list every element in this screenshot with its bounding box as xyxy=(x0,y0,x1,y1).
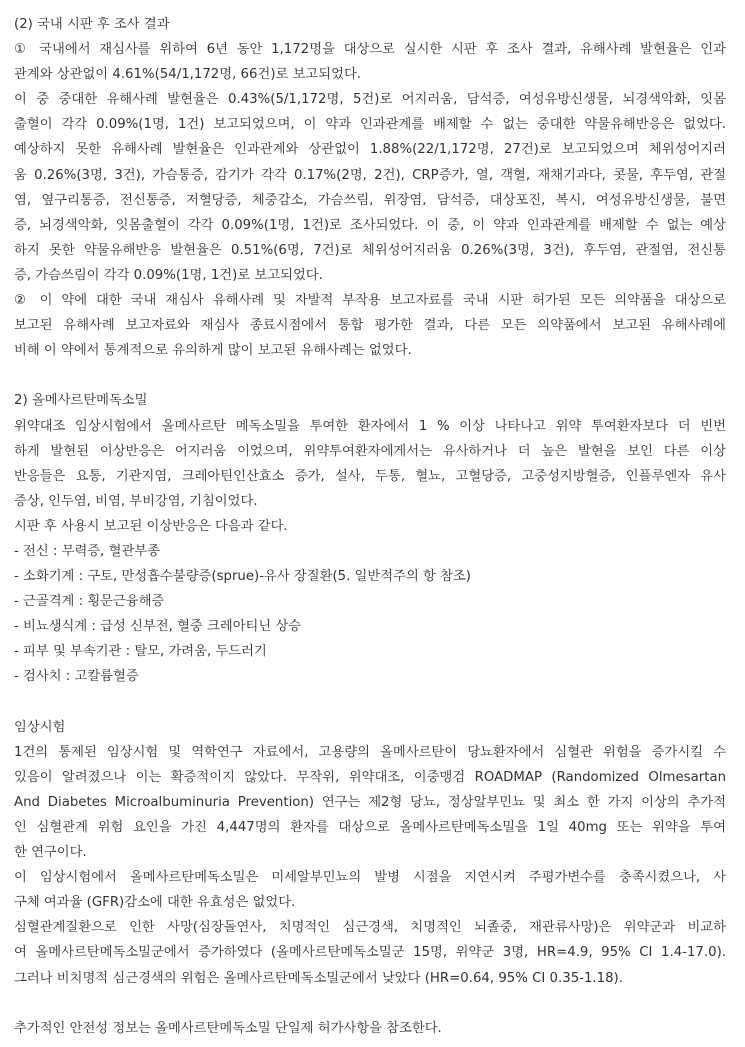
section-heading: (2) 국내 시판 후 조사 결과 xyxy=(14,17,170,32)
paragraph xyxy=(14,740,726,865)
paragraph xyxy=(14,137,726,288)
text-line: 위약대조 임상시험에서 올메사르탄 메독소밀을 투여한 환자에서 1 % 이상 나타나고 위약 투여환자보다 더 빈번 xyxy=(14,418,726,434)
paragraph xyxy=(14,414,726,514)
text-line: 하지 못한 약물유해반응 발현율은 0.51%(6명, 7건)로 체위성어지러움 0.26%(3명, 3건), 후두염, 관절염, 전신통 xyxy=(14,242,726,258)
text-line: 보고된 유해사례 보고자료와 재심사 종료시점에서 통합 평가한 결과, 다른 모든 의약품에서 보고된 유해사례에 xyxy=(14,318,726,334)
paragraph xyxy=(14,915,726,990)
text-line: 그러나 비치명적 심근경색의 위험은 올메사르탄메독소밀군에서 낮았다 (HR=0.64, 95% CI 0.35-1.18). xyxy=(14,970,623,986)
adverse-reaction-list xyxy=(14,539,726,690)
document xyxy=(14,12,726,1041)
text-line: 출혈이 각각 0.09%(1명, 1건) 보고되었으며, 이 약과 인과관계를 배제할 수 없는 중대한 약물유해반응은 없었다. xyxy=(14,117,726,133)
text-line: 시판 후 사용시 보고된 이상반응은 다음과 같다. xyxy=(14,518,288,534)
text-line: 여 올메사르탄메독소밀군에서 증가하였다 (올메사르탄메독소밀군 15명, 위약군 3명, HR=4.9, 95% CI 1.4-17.0). xyxy=(14,945,726,961)
text-line: 비해 이 약에서 통계적으로 유의하게 많이 보고된 유해사례는 없었다. xyxy=(14,343,412,359)
text-line: 반응들은 요통, 기관지염, 크레아틴인산효소 증가, 설사, 두통, 혈뇨, 고혈당증, 고중성지방혈증, 인플루엔자 유사 xyxy=(14,468,726,484)
paragraph xyxy=(14,87,726,137)
paragraph xyxy=(14,865,726,915)
list-item: - 검사치 : 고칼륨혈증 xyxy=(14,669,139,685)
list-item: - 비뇨생식계 : 급성 신부전, 혈중 크레아티닌 상승 xyxy=(14,619,302,635)
spacer xyxy=(14,363,726,388)
text-line: 증, 가슴쓰림이 각각 0.09%(1명, 1건)로 보고되었다. xyxy=(14,267,323,283)
text-line: 이 임상시험에서 올메사르탄메독소밀은 미세알부민뇨의 발병 시점을 지연시켜 주평가변수를 충족시켰으나, 사 xyxy=(14,870,726,886)
text-line: And Diabetes Microalbuminuria Prevention) 연구는 제2형 당뇨, 정상알부민뇨 및 최소 한 가지 이상의 추가적 xyxy=(14,794,726,810)
text-line: 예상하지 못한 유해사례 발현율은 인과관계와 상관없이 1.88%(22/1,172명, 27건)로 보고되었으며 체위성어지러 xyxy=(14,142,726,158)
paragraph xyxy=(14,288,726,363)
section-heading: 2) 올메사르탄메독소밀 xyxy=(14,393,148,409)
footer-note: 추가적인 안전성 정보는 올메사르탄메독소밀 단일제 허가사항을 참조한다. xyxy=(14,1020,442,1036)
text-line: 한 연구이다. xyxy=(14,845,87,861)
text-line: 1건의 통제된 임상시험 및 역학연구 자료에서, 고용량의 올메사르탄이 당뇨환자에서 심혈관 위험을 증가시킬 수 xyxy=(14,744,726,760)
text-line: 이 중 중대한 유해사례 발현율은 0.43%(5/1,172명, 5건)로 어지러움, 담석증, 여성유방신생물, 뇌경색악화, 잇몸 xyxy=(14,92,726,108)
text-line: 있음이 알려졌으나 이는 확증적이지 않았다. 무작위, 위약대조, 이중맹검 ROADMAP (Randomized Olmesartan xyxy=(14,769,726,785)
paragraph xyxy=(14,37,726,87)
list-item: - 전신 : 무력증, 혈관부종 xyxy=(14,543,161,559)
text-line: 움 0.26%(3명, 3건), 가슴통증, 감기가 각각 0.17%(2명, 2건), CRP증가, 열, 객혈, 재채기과다, 콧물, 후두염, 관절 xyxy=(14,167,726,183)
spacer xyxy=(14,991,726,1016)
text-line: 하게 발현된 이상반응은 어지러움 이었으며, 위약투여환자에게서는 유사하거나 더 높은 발현을 보인 다른 이상 xyxy=(14,443,726,459)
text-line: 인 심혈관계 위험 요인을 가진 4,447명의 환자를 대상으로 올메사르탄메독소밀을 1일 40mg 또는 위약을 투여 xyxy=(14,820,726,835)
text-line: 증상, 인두염, 비염, 부비강염, 기침이었다. xyxy=(14,493,258,509)
section-heading: 임상시험 xyxy=(14,719,66,735)
text-line: 구체 여과율 (GFR)감소에 대한 유효성은 없었다. xyxy=(14,895,296,911)
spacer xyxy=(14,690,726,715)
text-line: 심혈관계질환으로 인한 사망(심장돌연사, 치명적인 심근경색, 치명적인 뇌졸중, 재관류사망)은 위약군과 비교하 xyxy=(14,920,726,936)
text-line: 염, 옆구리통증, 전신통증, 저혈당증, 체중감소, 가슴쓰림, 위장염, 담석증, 대상포진, 복시, 여성유방신생물, 불면 xyxy=(14,192,726,208)
list-item: - 피부 및 부속기관 : 탈모, 가려움, 두드러기 xyxy=(14,644,267,660)
text-line: 증, 뇌경색악화, 잇몸출혈이 각각 0.09%(1명, 1건)로 조사되었다. 이 중, 이 약과 인과관계를 배제할 수 없는 예상 xyxy=(14,217,726,233)
text-line: ② 이 약에 대한 국내 재심사 유해사례 및 자발적 부작용 보고자료를 국내 시판 허가된 모든 의약품을 대상으로 xyxy=(14,293,726,309)
text-line: ① 국내에서 재심사를 위하여 6년 동안 1,172명을 대상으로 실시한 시판 후 조사 결과, 유해사례 발현율은 인과 xyxy=(14,42,726,58)
list-item: - 소화기계 : 구토, 만성흡수불량증(sprue)-유사 장질환(5. 일반적주의 항 참조) xyxy=(14,569,471,585)
text-line: 관계와 상관없이 4.61%(54/1,172명, 66건)로 보고되었다. xyxy=(14,67,362,83)
list-item: - 근골격계 : 횡문근융해증 xyxy=(14,594,165,610)
